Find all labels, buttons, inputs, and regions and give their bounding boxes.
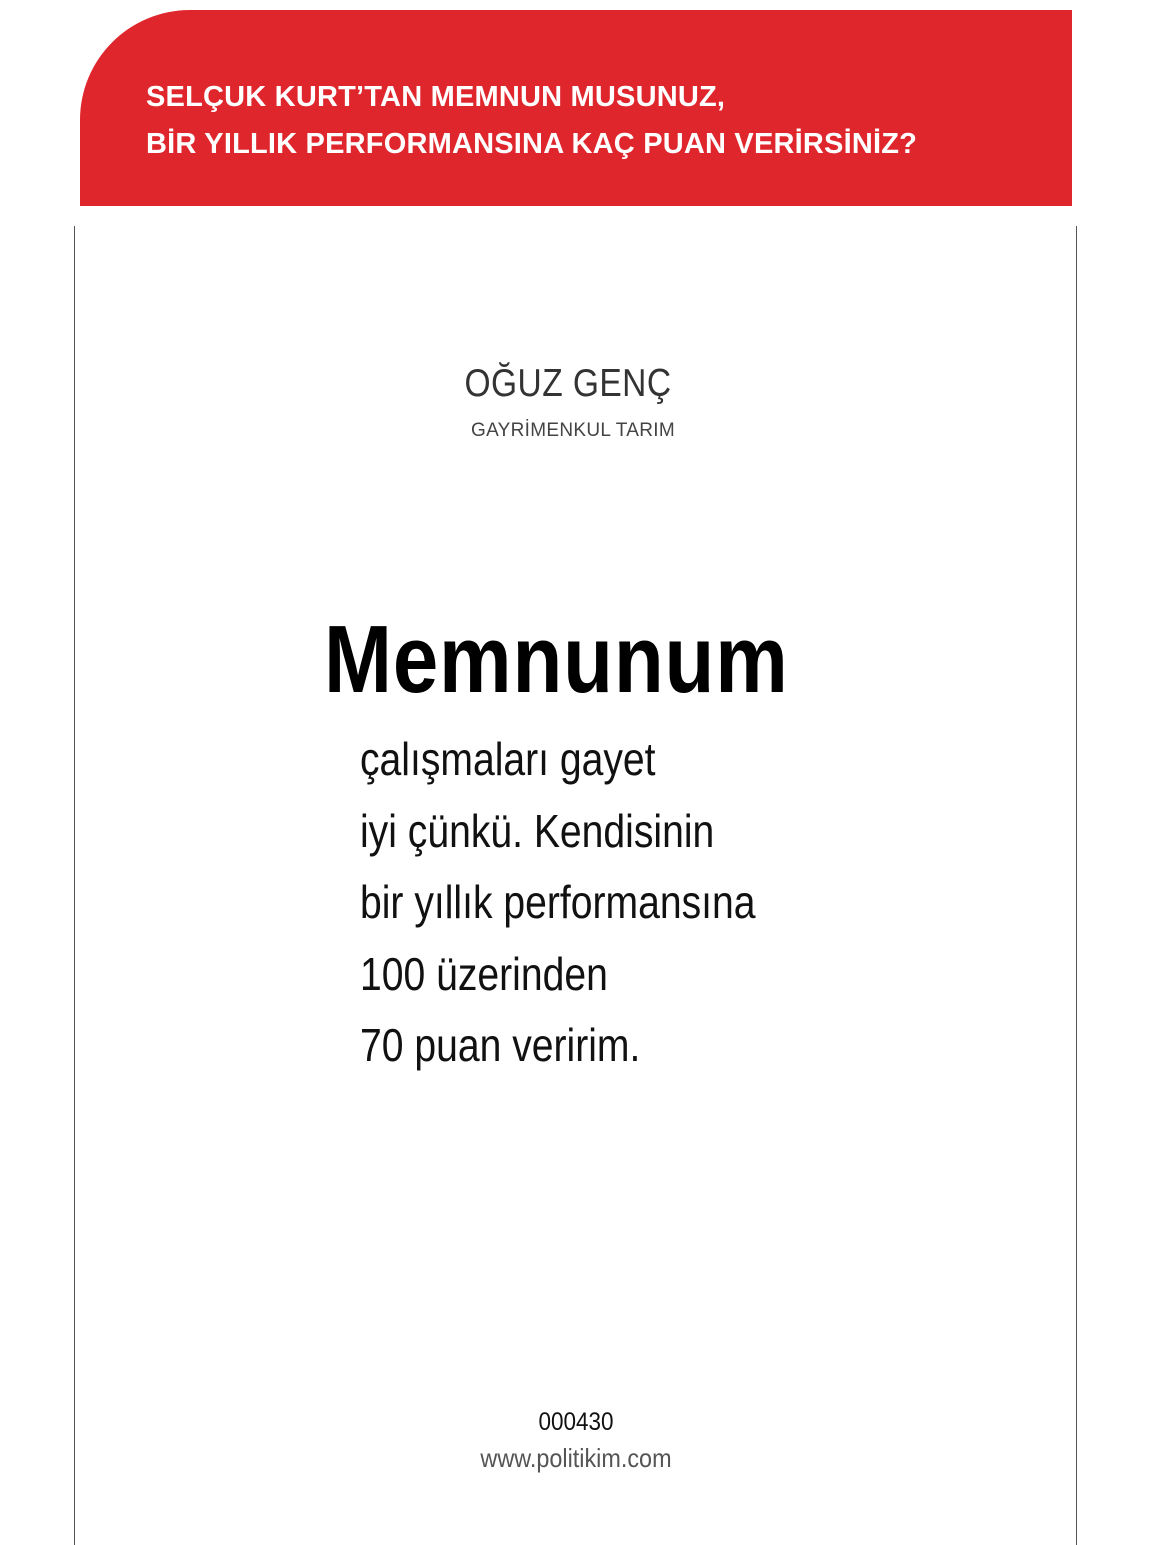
survey-question: [146, 74, 917, 168]
comment-line: iyi çünkü. Kendisinin: [360, 804, 715, 857]
comment-line: 70 puan veririm.: [360, 1019, 641, 1071]
comment-block: [360, 724, 1000, 1082]
comment-line: bir yıllık performansına: [360, 876, 756, 928]
comment-line: 100 üzerinden: [360, 947, 608, 1000]
respondent-name: OĞUZ GENÇ: [464, 362, 672, 405]
website-link[interactable]: www.politikim.com: [480, 1443, 672, 1473]
question-line-2: BİR YILLIK PERFORMANSINA KAÇ PUAN VERİRSİNİZ?: [146, 128, 918, 160]
respondent-affiliation: GAYRİMENKUL TARIM: [471, 420, 675, 441]
answer-heading: Memnunum: [324, 606, 789, 713]
reference-number: 000430: [538, 1408, 614, 1436]
comment-line: çalışmaları gayet: [360, 733, 656, 785]
question-line-1: SELÇUK KURT’TAN MEMNUN MUSUNUZ,: [146, 81, 726, 113]
header-banner: [80, 10, 1072, 206]
